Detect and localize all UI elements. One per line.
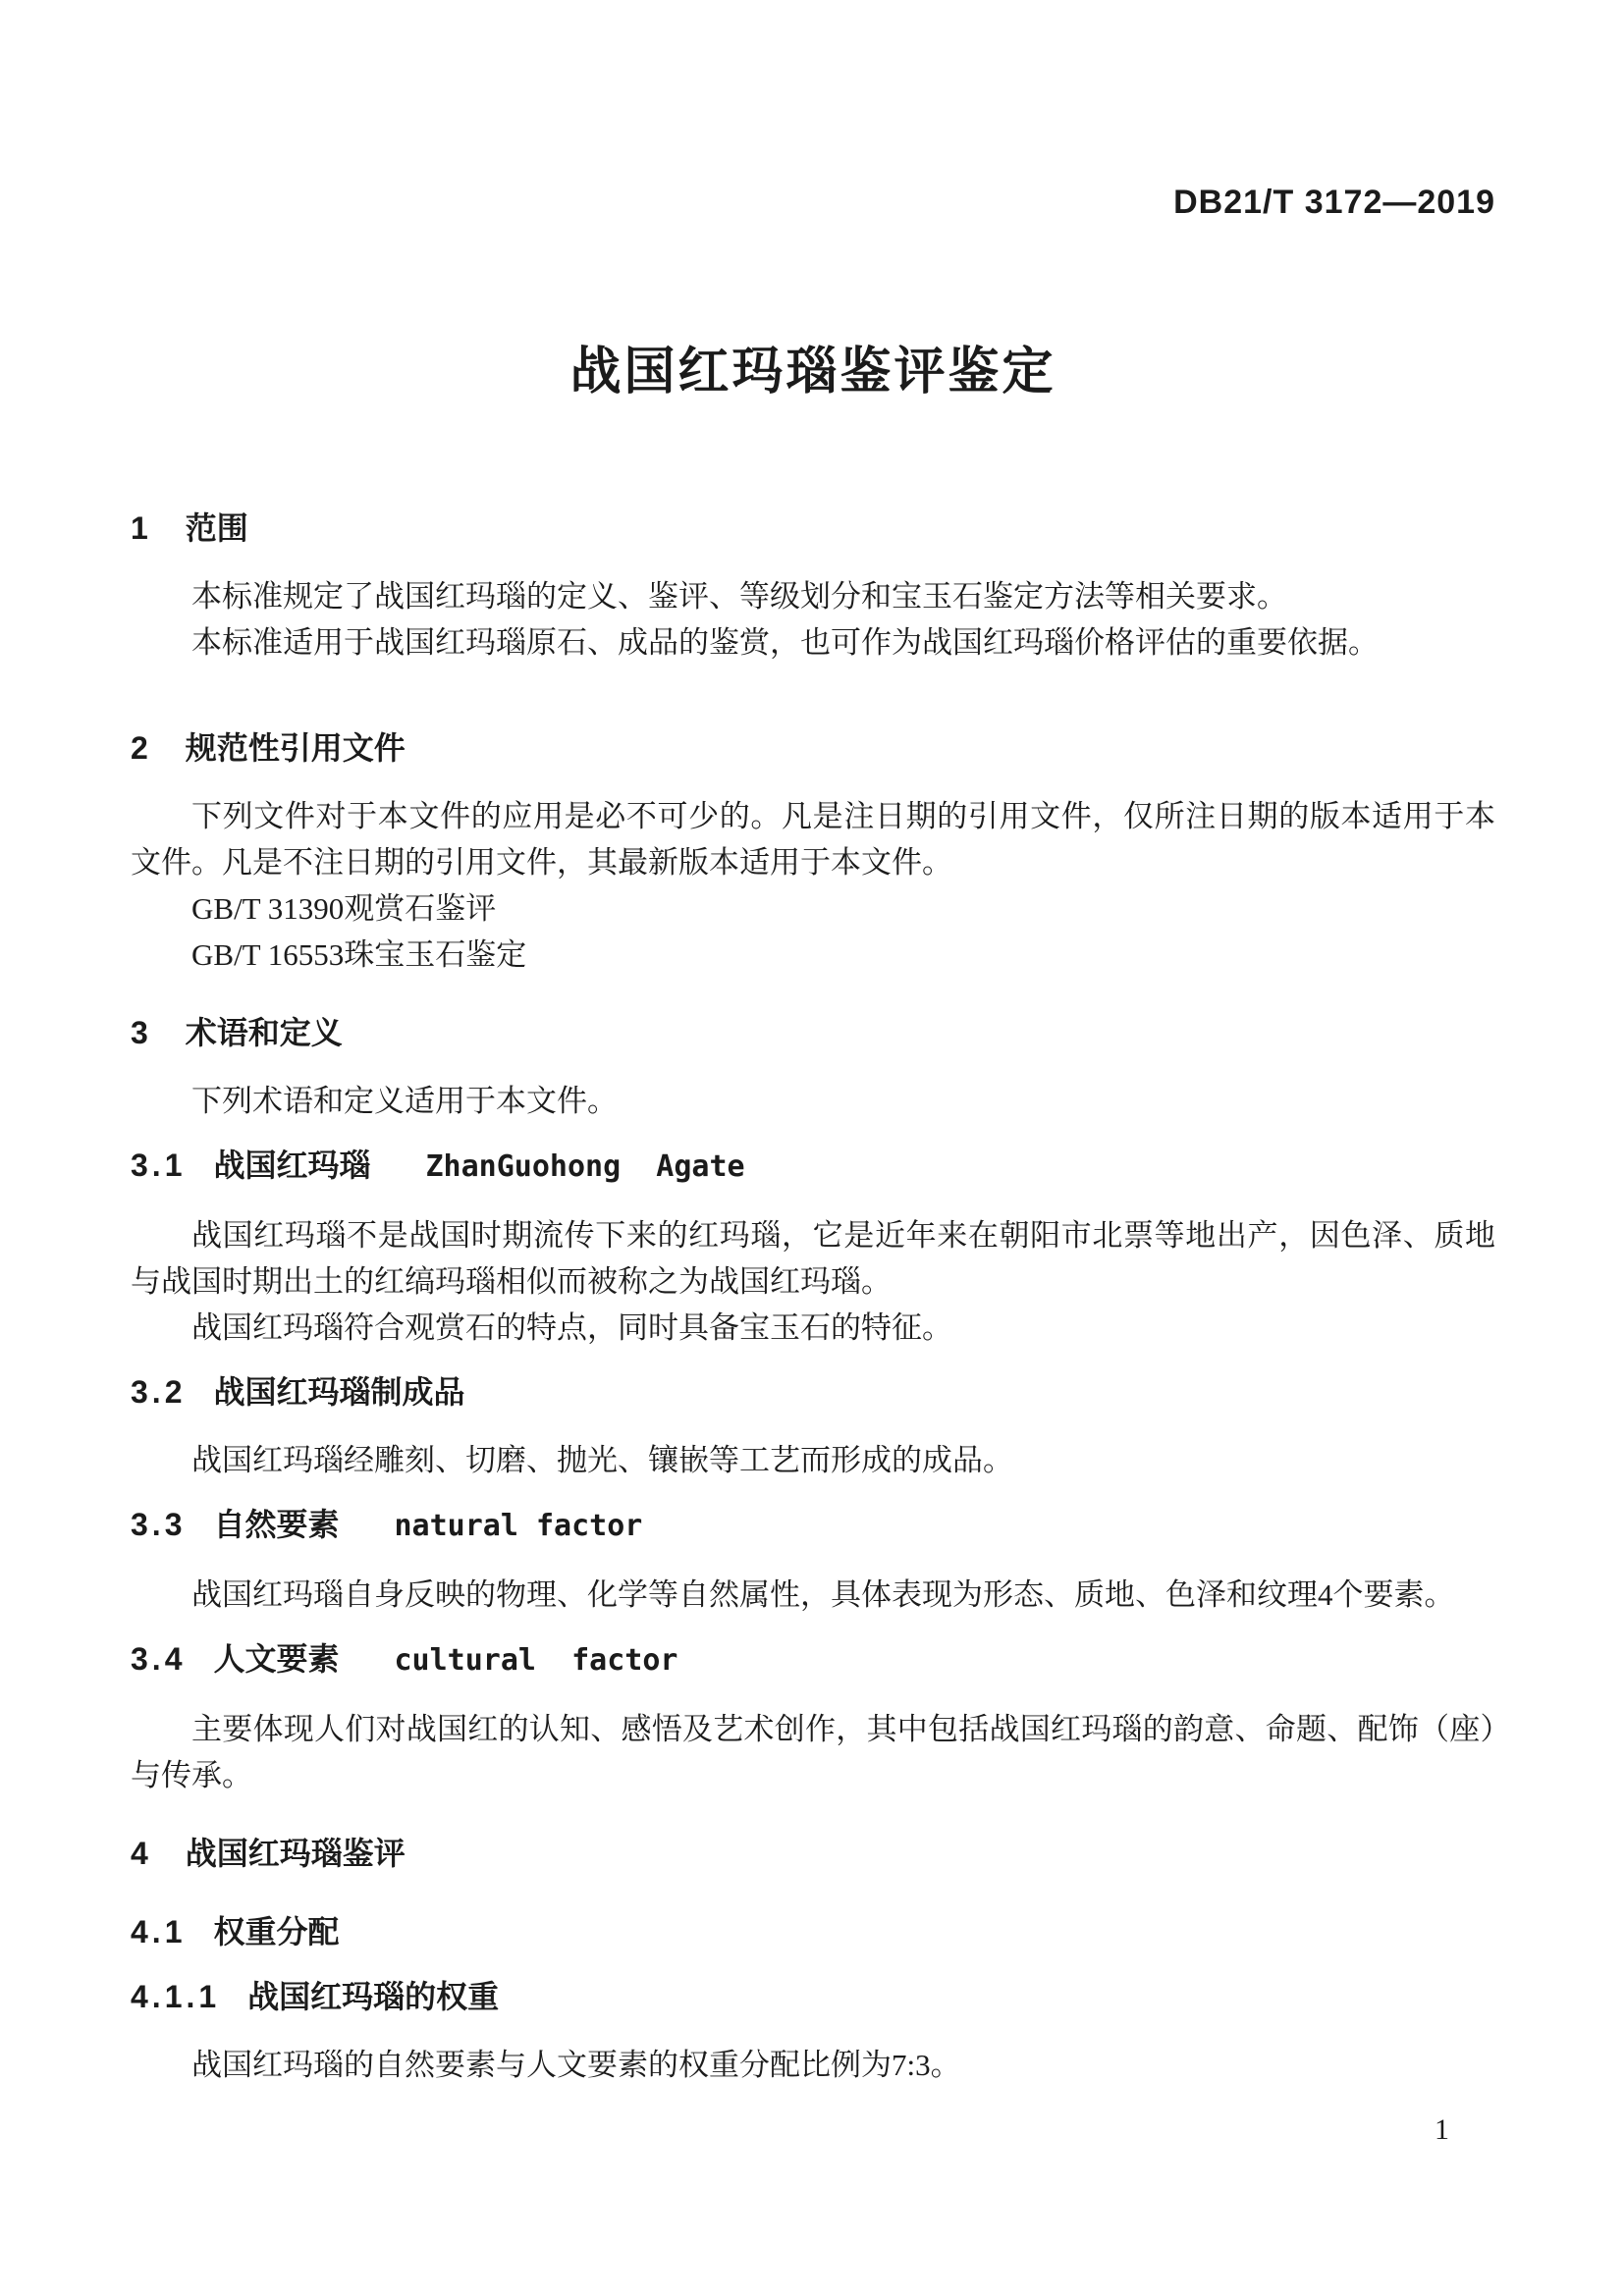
section-3-4-heading bbox=[131, 1639, 1495, 1681]
section-number: 3.1 bbox=[131, 1148, 187, 1183]
section-number: 4 bbox=[131, 1836, 152, 1871]
section-number: 4.1.1 bbox=[131, 1979, 221, 2014]
paragraph: 下列文件对于本文件的应用是必不可少的。凡是注日期的引用文件，仅所注日期的版本适用于本文件。凡是不注日期的引用文件，其最新版本适用于本文件。 bbox=[131, 799, 1495, 880]
term-zh: 人文要素 bbox=[213, 1641, 340, 1677]
section-number: 1 bbox=[131, 510, 152, 546]
term-en: natural factor bbox=[394, 1509, 643, 1543]
doc-header bbox=[131, 0, 1495, 222]
section-number: 3.2 bbox=[131, 1374, 187, 1410]
section-title: 范围 bbox=[185, 510, 248, 546]
section-2-heading bbox=[131, 728, 1495, 768]
section-number: 4.1 bbox=[131, 1914, 187, 1949]
paragraph: 战国红玛瑙自身反映的物理、化学等自然属性，具体表现为形态、质地、色泽和纹理4个要素。 bbox=[191, 1577, 1455, 1612]
paragraph: 本标准规定了战国红玛瑙的定义、鉴评、等级划分和宝玉石鉴定方法等相关要求。 bbox=[191, 579, 1287, 614]
paragraph: 下列术语和定义适用于本文件。 bbox=[191, 1084, 618, 1118]
term-en: cultural factor bbox=[394, 1643, 678, 1678]
term-zh: 战国红玛瑙制成品 bbox=[213, 1374, 465, 1410]
section-4-1-heading bbox=[131, 1912, 1495, 1951]
section-3-3-heading bbox=[131, 1505, 1495, 1546]
normative-reference: GB/T 31390观赏石鉴评 bbox=[191, 891, 497, 926]
paragraph: 战国红玛瑙不是战国时期流传下来的红玛瑙，它是近年来在朝阳市北票等地出产，因色泽、质地与战国时期出土的红缟玛瑙相似而被称之为战国红玛瑙。 bbox=[131, 1218, 1495, 1299]
section-title: 战国红玛瑙鉴评 bbox=[185, 1836, 406, 1871]
section-number: 2 bbox=[131, 730, 152, 766]
paragraph: 战国红玛瑙经雕刻、切磨、抛光、镶嵌等工艺而形成的成品。 bbox=[191, 1443, 1013, 1477]
section-number: 3 bbox=[131, 1015, 152, 1050]
normative-reference: GB/T 16553珠宝玉石鉴定 bbox=[191, 937, 527, 972]
section-number: 3.3 bbox=[131, 1507, 187, 1542]
section-title: 权重分配 bbox=[213, 1914, 340, 1949]
doc-title: 战国红玛瑙鉴评鉴定 bbox=[569, 345, 1056, 400]
paragraph: 战国红玛瑙符合观赏石的特点，同时具备宝玉石的特征。 bbox=[191, 1310, 952, 1345]
paragraph: 主要体现人们对战国红的认知、感悟及艺术创作，其中包括战国红玛瑙的韵意、命题、配饰（座）与传承。 bbox=[131, 1712, 1495, 1792]
standard-number: DB21/T 3172—2019 bbox=[1173, 184, 1495, 221]
term-en: ZhanGuohong Agate bbox=[425, 1149, 745, 1184]
page-number: 1 bbox=[1435, 2113, 1449, 2146]
section-3-heading bbox=[131, 1013, 1495, 1052]
section-4-1-1-heading bbox=[131, 1977, 1495, 2016]
paragraph: 战国红玛瑙的自然要素与人文要素的权重分配比例为7:3。 bbox=[191, 2048, 961, 2082]
term-zh: 战国红玛瑙 bbox=[213, 1148, 371, 1183]
section-3-1-heading bbox=[131, 1146, 1495, 1187]
term-zh: 自然要素 bbox=[213, 1507, 340, 1542]
paragraph: 本标准适用于战国红玛瑙原石、成品的鉴赏，也可作为战国红玛瑙价格评估的重要依据。 bbox=[191, 625, 1379, 660]
section-number: 3.4 bbox=[131, 1641, 187, 1677]
section-title: 术语和定义 bbox=[185, 1015, 343, 1050]
section-4-heading bbox=[131, 1834, 1495, 1873]
section-3-2-heading bbox=[131, 1372, 1495, 1412]
section-1-heading bbox=[131, 508, 1495, 548]
section-title: 战国红玛瑙的权重 bbox=[247, 1979, 500, 2014]
section-title: 规范性引用文件 bbox=[185, 730, 406, 766]
